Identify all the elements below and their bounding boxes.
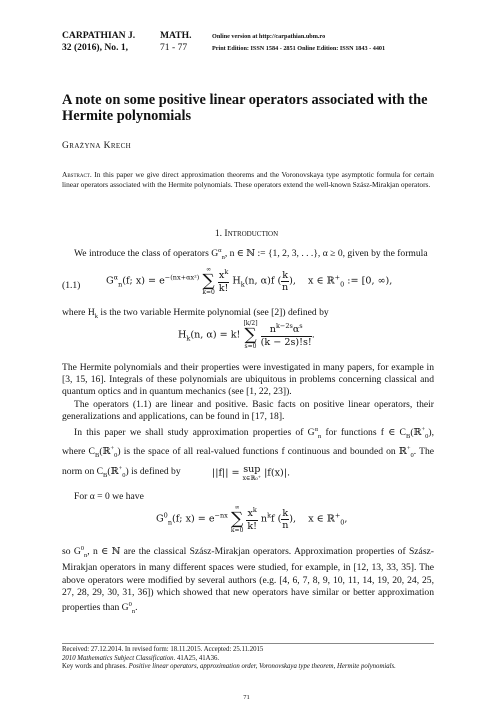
paper-title: A note on some positive linear operators associated with the Hermite polynomials — [62, 92, 428, 124]
msc-classification: 2010 Mathematics Subject Classification. 41A25, 41A36. — [62, 654, 220, 662]
online-version: Online version at http://carpathian.ubm.ro — [212, 33, 326, 40]
footnote-rule — [62, 643, 434, 644]
page-range: 71 - 77 — [160, 41, 188, 53]
journal-volume: 32 (2016), No. 1, — [62, 41, 129, 53]
equation-1-1: $G^\alpha_n(f$; $x) = e^{-(nx+\alpha x^2)}$ ∞ ∑ k=0 $\frac{x^k}{k!}$ $H_k(n$, α)f ( $\frac{k}{n}$ ), x ∈ ℝ+$_0$ := [0, ∞), — [106, 266, 393, 296]
journal-subject: MATH. — [160, 30, 192, 41]
journal-name: CARPATHIAN J. — [62, 30, 136, 41]
paragraph-positive-operators: The operators (1.1) are linear and positive. Basic facts on positive linear operators, their generalizations and applications, can be found in [17, 18]. — [62, 399, 434, 423]
page-number: 71 — [243, 694, 250, 701]
issn-line: Print Edition: ISSN 1584 - 2851 Online Edition: ISSN 1843 - 4401 — [212, 44, 386, 52]
keywords: Key words and phrases. Positive linear operators, approximation order, Voronovskaya type theorem, Hermite polynomials. — [62, 663, 396, 671]
author-name: Grażyna Krech — [62, 141, 132, 151]
paragraph-alpha-zero: For α = 0 we have — [74, 491, 144, 502]
equation-label-1-1: (1.1) — [62, 280, 81, 291]
section-heading: 1. Introduction — [214, 228, 279, 239]
footnotes — [62, 646, 434, 672]
paragraph-intro: We introduce the class of operators $G^\alpha_n$, n ∈ ℕ := {1, 2, 3, . . .}, α ≥ 0, given by the formula — [74, 247, 428, 262]
equation-norm: ||f|| = sup x∈ℝ₀⁺ |f(x)|. — [212, 464, 291, 482]
abstract-label: Abstract. — [62, 170, 92, 179]
abstract — [62, 170, 434, 190]
paragraph-szasz-mirakjan: so $G^0_n$, n ∈ ℕ are the classical Szász-Mirakjan operators. Approximation properties of Szász-Mirakjan operators in many different spaces were studied, for example, in [12, 13, 33, 35]. The above operators were modified by several authors (e.g. [4, 6, 7, 8, 9, 10, 11, 14, 19, 20, 24, 25, 27, 28, 29, 30, 31, 36]) which showed that new operators have similar or better approximation properties than $G^0_n$. — [62, 545, 435, 615]
equation-hermite: $H_k(n$, α) = k! [k/2] ∑ s=0 $\frac{n^{k-2s}\alpha^s}{(k - 2s)!s!}$ . — [178, 320, 315, 350]
paragraph-hermite-properties: The Hermite polynomials and their properties were investigated in many papers, for example in [3, 15, 16]. Integrals of these polynomials are ubiquitous in problems concerning classical and quantum optics and in quantum mechanics (see [1, 22, 23]). — [62, 362, 434, 398]
paragraph-hermite: where $H_k$ is the two variable Hermite polynomial (see [2]) defined by — [62, 307, 329, 320]
abstract-text: In this paper we give direct approximation theorems and the Voronovskaya type asymptotic formula for certain linear operators associated with the Hermite polynomials. These operators extend the well-known Szász-Mirakjan operators. — [62, 170, 434, 190]
received-dates: Received: 27.12.2014. In revised form: 18.11.2015. Accepted: 25.11.2015 — [62, 646, 264, 653]
equation-szasz: $G^0_n(f$; $x) = e^{-nx}$ ∞ ∑ k=0 $\frac{x^k}{k!}$ $n^kf$ ( $\frac{k}{n}$ ), x ∈ ℝ+$_0$, — [156, 504, 348, 534]
paragraph-study: In this paper we shall study approximation properties of $G^\alpha_n$ for functions f ∈ $C_B(ℝ^+_0)$, where $C_B(ℝ^+_0)$ is the space of all real-valued functions f continuous and bounded on ℝ+$_0$. The norm on $C_B(ℝ^+_0)$ is defined by — [62, 426, 435, 479]
